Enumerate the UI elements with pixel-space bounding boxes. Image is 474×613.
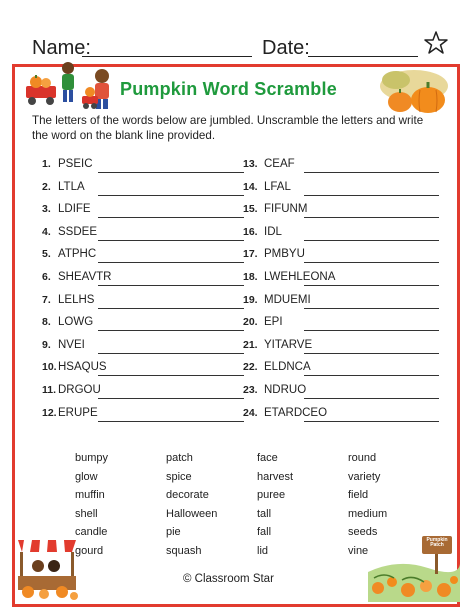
word-bank-item: field (348, 489, 369, 502)
word-bank-item: decorate (166, 489, 209, 502)
answer-line[interactable] (98, 308, 244, 309)
word-bank-item: harvest (257, 470, 294, 483)
item-number: 10. (42, 361, 57, 374)
answer-line[interactable] (98, 285, 244, 286)
item-number: 12. (42, 406, 57, 419)
scrambled-word: DRGOU (58, 383, 101, 396)
scramble-row (243, 382, 451, 405)
answer-line[interactable] (304, 240, 439, 241)
word-bank-item: gourd (75, 544, 104, 557)
answer-line[interactable] (98, 375, 244, 376)
footer-copyright: © Classroom Star (183, 573, 274, 585)
scrambled-word: PSEIC (58, 158, 93, 170)
scramble-row (42, 269, 250, 292)
item-number: 17. (243, 248, 258, 261)
answer-line[interactable] (304, 421, 439, 422)
word-bank-item: vine (348, 544, 369, 557)
word-bank-item: shell (75, 507, 98, 520)
scramble-row (243, 292, 451, 315)
answer-line[interactable] (304, 172, 439, 173)
item-number: 9. (42, 338, 51, 351)
word-bank-item: pie (166, 526, 181, 539)
scramble-column-right (243, 156, 451, 427)
scramble-row (243, 405, 451, 428)
word-bank-item: face (257, 452, 278, 464)
scrambled-word: YITARVE (264, 338, 313, 351)
item-number: 4. (42, 225, 51, 238)
answer-line[interactable] (98, 195, 244, 196)
date-label: Date: (262, 37, 310, 59)
scrambled-word: SSDEE (58, 225, 97, 238)
scrambled-word: LELHS (58, 293, 95, 306)
pumpkins-illustration (376, 68, 452, 116)
scramble-row (42, 224, 250, 247)
item-number: 6. (42, 270, 51, 283)
answer-line[interactable] (98, 353, 244, 354)
answer-line[interactable] (304, 217, 439, 218)
scrambled-word: PMBYU (264, 248, 305, 261)
item-number: 3. (42, 203, 51, 216)
scramble-row (42, 292, 250, 315)
star-icon (423, 30, 449, 56)
item-number: 14. (243, 180, 258, 193)
scramble-row (243, 269, 451, 292)
item-number: 22. (243, 361, 258, 374)
scrambled-word: NVEI (58, 338, 85, 351)
word-bank-column (257, 451, 347, 563)
word-bank-item: muffin (75, 489, 105, 502)
word-bank-item: candle (75, 526, 108, 539)
word-bank-item: tall (257, 507, 272, 520)
answer-line[interactable] (98, 217, 244, 218)
word-bank-item: Halloween (166, 507, 218, 520)
word-bank-item: bumpy (75, 452, 109, 464)
scramble-row (243, 246, 451, 269)
scrambled-word: ELDNCA (264, 361, 311, 374)
scramble-row (42, 201, 250, 224)
item-number: 23. (243, 383, 258, 396)
scramble-column-left (42, 156, 250, 427)
scrambled-word: ERUPE (58, 406, 98, 419)
scramble-row (243, 337, 451, 360)
answer-line[interactable] (98, 330, 244, 331)
item-number: 19. (243, 293, 258, 306)
item-number: 15. (243, 203, 258, 216)
instructions: The letters of the words below are jumbled. Unscramble the letters and write the word on the blank line provided. (32, 114, 424, 142)
scrambled-word: CEAF (264, 158, 295, 170)
scramble-row (42, 156, 250, 179)
item-number: 5. (42, 248, 51, 261)
item-number: 18. (243, 270, 258, 283)
item-number: 21. (243, 338, 258, 351)
scramble-row (243, 201, 451, 224)
scramble-row (243, 224, 451, 247)
answer-line[interactable] (98, 421, 244, 422)
scrambled-word: LWEHLEONA (264, 270, 336, 283)
word-bank-item: medium (348, 507, 388, 520)
answer-line[interactable] (98, 240, 244, 241)
word-bank-column (166, 451, 256, 563)
scrambled-word: LFAL (264, 180, 291, 193)
scrambled-word: SHEAVTR (58, 270, 112, 283)
scramble-row (42, 405, 250, 428)
name-label: Name: (32, 37, 91, 59)
name-date-header (32, 36, 452, 60)
answer-line[interactable] (98, 172, 244, 173)
word-bank-item: round (348, 452, 377, 464)
item-number: 2. (42, 180, 51, 193)
word-bank-item: fall (257, 526, 272, 539)
scramble-row (243, 156, 451, 179)
answer-line[interactable] (304, 285, 439, 286)
item-number: 16. (243, 225, 258, 238)
scrambled-word: ETARDCEO (264, 406, 328, 419)
scrambled-word: NDRUO (264, 383, 307, 396)
scramble-row (42, 382, 250, 405)
item-number: 8. (42, 316, 51, 329)
answer-line[interactable] (304, 330, 439, 331)
page-title: Pumpkin Word Scramble (120, 79, 337, 99)
kids-wagon-illustration (24, 58, 118, 114)
scramble-row (42, 179, 250, 202)
scramble-row (243, 314, 451, 337)
scrambled-word: EPI (264, 316, 283, 329)
answer-line[interactable] (304, 195, 439, 196)
scrambled-word: HSAQUS (58, 361, 107, 374)
word-bank-column (75, 451, 165, 563)
answer-line[interactable] (98, 262, 244, 263)
answer-line[interactable] (304, 308, 439, 309)
word-bank-item: puree (257, 489, 286, 502)
scramble-row (243, 359, 451, 382)
scramble-row (42, 314, 250, 337)
answer-line[interactable] (98, 398, 244, 399)
item-number: 24. (243, 406, 258, 419)
scrambled-word: LTLA (58, 180, 85, 193)
word-bank-item: lid (257, 544, 269, 557)
scrambled-word: MDUEMI (264, 293, 311, 306)
answer-line[interactable] (304, 262, 439, 263)
item-number: 20. (243, 316, 258, 329)
scrambled-word: ATPHC (58, 248, 97, 261)
scramble-row (42, 337, 250, 360)
scrambled-word: LOWG (58, 316, 94, 329)
pumpkin-stand-illustration (14, 530, 80, 602)
scramble-row (42, 359, 250, 382)
word-bank-item: glow (75, 470, 98, 483)
answer-line[interactable] (304, 353, 439, 354)
word-bank-item: patch (166, 452, 193, 464)
scramble-row (243, 179, 451, 202)
item-number: 7. (42, 293, 51, 306)
item-number: 13. (243, 158, 258, 170)
patch-sign-text: Pumpkin Patch (426, 537, 448, 548)
scrambled-word: FIFUNM (264, 203, 308, 216)
item-number: 1. (42, 158, 51, 170)
scrambled-word: LDIFE (58, 203, 91, 216)
word-bank-item: seeds (348, 526, 378, 539)
answer-line[interactable] (304, 398, 439, 399)
date-line[interactable] (308, 56, 418, 57)
name-line[interactable] (82, 56, 252, 57)
scrambled-word: IDL (264, 225, 282, 238)
word-bank-item: squash (166, 544, 202, 557)
item-number: 11. (42, 383, 57, 396)
word-bank-item: spice (166, 470, 192, 483)
answer-line[interactable] (304, 375, 439, 376)
scramble-row (42, 246, 250, 269)
word-bank-item: variety (348, 470, 381, 483)
